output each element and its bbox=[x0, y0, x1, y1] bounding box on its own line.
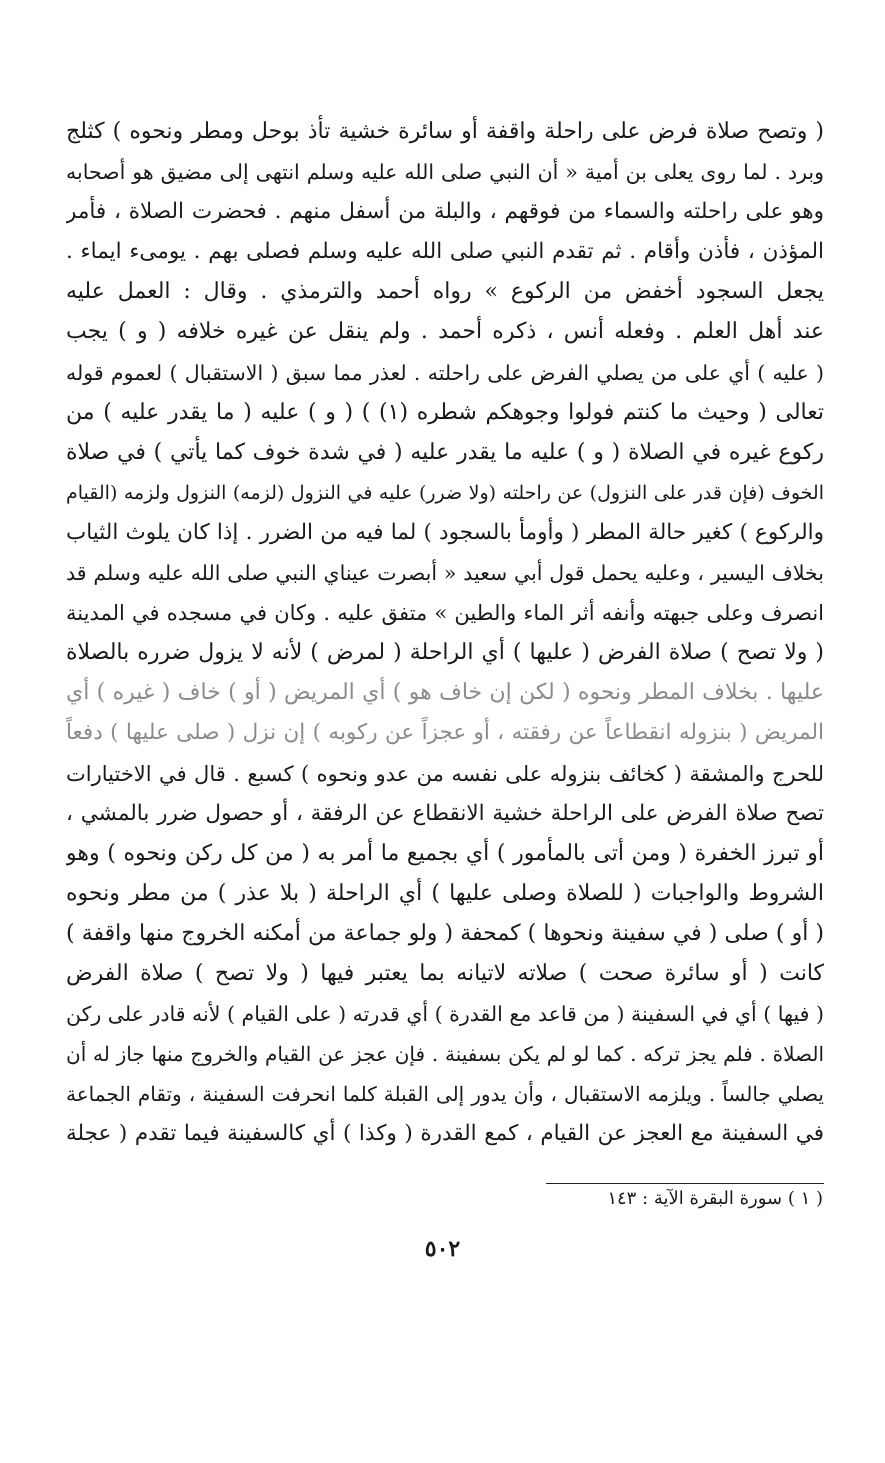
text-line: ( ولا تصح ) صلاة الفرض ( عليها ) أي الراحلة ( لمرض ) لأنه لا يزول ضرره بالصلاة bbox=[66, 640, 824, 666]
page-number: ٥٠٢ bbox=[424, 1236, 461, 1262]
text-line: يصلي جالساً . ويلزمه الاستقبال ، وأن يدور إلى القبلة كلما انحرفت السفينة ، وتقام الجماعة bbox=[66, 1082, 824, 1107]
text-line: عليها . بخلاف المطر ونحوه ( لكن إن خاف هو ) أي المريض ( أو ) خاف ( غيره ) أي bbox=[66, 680, 824, 706]
text-line: كانت ( أو سائرة صحت ) صلاته لاتيانه بما يعتبر فيها ( ولا تصح ) صلاة الفرض bbox=[66, 960, 824, 986]
text-line: الشروط والواجبات ( للصلاة وصلى عليها ) أي الراحلة ( بلا عذر ) من مطر ونحوه bbox=[66, 880, 824, 906]
text-line: يجعل السجود أخفض من الركوع » رواه أحمد والترمذي . وقال : العمل عليه bbox=[66, 279, 824, 305]
text-line: وهو على راحلته والسماء من فوقهم ، والبلة من أسفل منهم . فحضرت الصلاة ، فأمر bbox=[66, 199, 824, 225]
text-line: انصرف وعلى جبهته وأنفه أثر الماء والطين » متفق عليه . وكان في مسجده في المدينة bbox=[66, 601, 824, 626]
text-line: في السفينة مع العجز عن القيام ، كمع القدرة ( وكذا ) أي كالسفينة فيما تقدم ( عجلة bbox=[66, 1121, 824, 1147]
text-line: عند أهل العلم . وفعله أنس ، ذكره أحمد . ولم ينقل عن غيره خلافه ( و ) يجب bbox=[66, 319, 824, 345]
text-line: وبرد . لما روى يعلى بن أمية « أن النبي صلى الله عليه وسلم انتهى إلى مضيق هو أصحابه bbox=[66, 160, 824, 185]
text-line: ركوع غيره في الصلاة ( و ) عليه ما يقدر عليه ( في شدة خوف كما يأتي ) في صلاة bbox=[66, 439, 824, 465]
text-line: أو تبرز الخفرة ( ومن أتى بالمأمور ) أي بجميع ما أمر به ( من كل ركن ونحوه ) وهو bbox=[66, 840, 824, 866]
text-line: الصلاة . فلم يجز تركه . كما لو لم يكن بسفينة . فإن عجز عن القيام والخروج منها جاز له أن bbox=[66, 1042, 824, 1067]
text-line: الخوف (فإن قدر على النزول) عن راحلته (ولا ضرر) عليه في النزول (لزمه) النزول ولزمه (القيام bbox=[66, 481, 824, 504]
main-text-block bbox=[66, 112, 824, 1154]
text-line: ( عليه ) أي على من يصلي الفرض على راحلته . لعذر مما سبق ( الاستقبال ) لعموم قوله bbox=[66, 360, 824, 385]
text-line: ( أو ) صلى ( في سفينة ونحوها ) كمحفة ( ولو جماعة من أمكنه الخروج منها واقفة ) bbox=[66, 920, 824, 946]
text-line: ( وتصح صلاة فرض على راحلة واقفة أو سائرة خشية تأذ بوحل ومطر ونحوه ) كثلج bbox=[66, 119, 824, 144]
footnote-divider bbox=[546, 1183, 824, 1184]
text-line: تعالى ( وحيث ما كنتم فولوا وجوهكم شطره (١) ) ( و ) عليه ( ما يقدر عليه ) من bbox=[66, 399, 824, 425]
text-line: للحرج والمشقة ( كخائف بنزوله على نفسه من عدو ونحوه ) كسبع . قال في الاختيارات bbox=[66, 761, 824, 786]
text-line: المؤذن ، فأذن وأقام . ثم تقدم النبي صلى الله عليه وسلم فصلى بهم . يومىء ايماء . bbox=[66, 239, 824, 265]
footnote: ( ١ ) سورة البقرة الآية : ١٤٣ bbox=[607, 1188, 823, 1209]
text-line: تصح صلاة الفرض على الراحلة خشية الانقطاع عن الرفقة ، أو حصول ضرر بالمشي ، bbox=[66, 800, 824, 826]
text-line: والركوع ) كغير حالة المطر ( وأومأ بالسجود ) لما فيه من الضرر . إذا كان يلوث الثياب bbox=[66, 519, 824, 545]
text-line: ( فيها ) أي في السفينة ( من قاعد مع القدرة ) أي قدرته ( على القيام ) لأنه قادر على ركن bbox=[66, 1002, 824, 1027]
text-line: المريض ( بنزوله انقطاعاً عن رفقته ، أو عجزاً عن ركوبه ) إن نزل ( صلى عليها ) دفعاً bbox=[66, 720, 824, 746]
text-line: بخلاف اليسير ، وعليه يحمل قول أبي سعيد « أبصرت عيناي النبي صلى الله عليه وسلم قد bbox=[66, 561, 824, 586]
